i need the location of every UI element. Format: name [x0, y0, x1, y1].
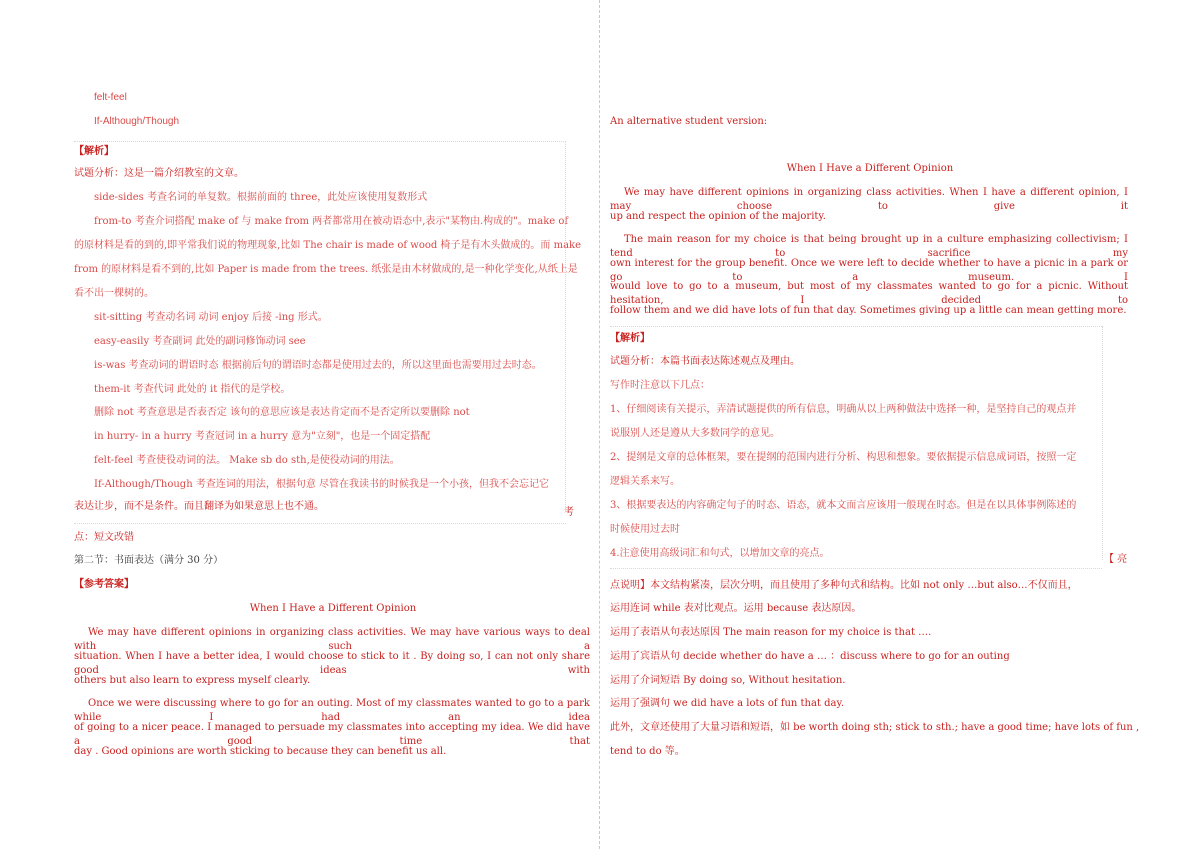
analysis-header: 【解析】 [610, 333, 650, 344]
dotted-border [565, 141, 566, 511]
highlight-line: tend to do 等。 [610, 746, 685, 757]
analysis-line: easy-easily 考查副词 此处的副词修饰动词 see [94, 336, 306, 347]
analysis-line: is-was 考查动词的谓语时态 根据前后句的谓语时态都是使用过去的，所以这里面也需要用过去时态。 [94, 360, 542, 371]
analysis-line: 4.注意使用高级词汇和句式，以增加文章的亮点。 [610, 548, 830, 559]
dotted-separator [74, 523, 566, 524]
highlight-line: 点说明】本文结构紧凑，层次分明，而且使用了多种句式和结构。比如 not only …but also…不仅而且， [610, 580, 1078, 591]
correction-item: felt-feel [94, 92, 127, 103]
highlight-line: 运用连词 while 表对比观点。运用 because 表达原因。 [610, 603, 862, 614]
analysis-line: felt-feel 考查使役动词的法。 Make sb do sth,是使役动词的用法。 [94, 455, 400, 466]
highlight-line: 运用了强调句 we did have a lots of fun that day. [610, 698, 844, 709]
essay-line: Once we were discussing where to go for an outing. Most of my classmates wanted to go to a park while I had an idea [74, 698, 590, 723]
dotted-border [1102, 326, 1103, 560]
analysis-line: sit-sitting 考查动名词 动词 enjoy 后接 -ing 形式。 [94, 312, 328, 323]
analysis-line: side-sides 考查名词的单复数。根据前面的 three，此处应该使用复数形式 [94, 192, 428, 203]
analysis-line: 表达让步，而不是条件。而且翻译为如果意思上也不通。 [74, 501, 324, 512]
analysis-line: 逻辑关系来写。 [610, 476, 680, 487]
analysis-line: 3、根据要表达的内容确定句子的时态、语态，就本文而言应该用一般现在时态。但是在以具体事例陈述的 [610, 500, 1077, 511]
analysis-line: them-it 考查代词 此处的 it 指代的是学校。 [94, 384, 291, 395]
highlight-line: 运用了表语从句表达原因 The main reason for my choice is that …. [610, 627, 932, 638]
analysis-line: 2、提纲是文章的总体框架，要在提纲的范围内进行分析、构思和想象。要依据提示信息成词语，按照一定 [610, 452, 1077, 463]
analysis-line: 看不出一棵树的。 [74, 288, 154, 299]
analysis-line: 1、仔细阅读有关提示，弄清试题提供的所有信息，明确从以上两种做法中选择一种，是坚持自己的观点并 [610, 404, 1077, 415]
essay-line: situation. When I have a better idea, I would choose to stick to it . By doing so, I can not only share good ideas with [74, 651, 590, 676]
analysis-line: 说服别人还是遵从大多数同学的意见。 [610, 428, 780, 439]
point-line: 点：短文改错 [74, 532, 134, 543]
correction-item: If-Although/Though [94, 116, 180, 127]
analysis-line: If-Although/Though 考查连词的用法，根据句意 尽管在我读书的时候我是一个小孩，但我不会忘记它 [94, 479, 549, 490]
alt-essay-line: up and respect the opinion of the majority. [610, 211, 826, 222]
essay-line: day . Good opinions are worth sticking to because they can benefit us all. [74, 746, 447, 757]
analysis-intro: 试题分析：这是一篇介绍教室的文章。 [74, 168, 244, 179]
tag-kao: 考 [564, 507, 574, 518]
reference-header: 【参考答案】 [74, 579, 134, 590]
analysis-intro: 试题分析：本篇书面表达陈述观点及理由。 [610, 356, 800, 367]
essay-line: of going to a nicer peace. I managed to persuade my classmates into accepting my idea. We did have a good time that [74, 722, 590, 747]
essay-line: others but also learn to express myself clearly. [74, 675, 311, 686]
dotted-separator [610, 568, 1102, 569]
alt-essay-line: own interest for the group benefit. Once we were left to decide whether to have a picnic in a park or go to a museum. I [610, 258, 1128, 283]
dotted-separator [74, 141, 566, 142]
dotted-separator [610, 326, 1102, 327]
analysis-line: from-to 考查介词搭配 make of 与 make from 两者都常用在被动语态中,表示"某物由.构成的"。make of [94, 216, 569, 227]
analysis-line: from 的原材料是看不到的,比如 Paper is made from the trees. 纸张是由木材做成的,是一种化学变化,从纸上是 [74, 264, 578, 275]
alt-intro: An alternative student version: [610, 116, 768, 127]
highlight-line: 运用了宾语从句 decide whether do have a … ：discuss where to go for an outing [610, 651, 1010, 662]
section-title: 第二节：书面表达（满分 30 分） [74, 555, 224, 566]
analysis-line: 写作时注意以下几点： [610, 380, 710, 391]
analysis-line: 时候使用过去时 [610, 524, 680, 535]
essay-title: When I Have a Different Opinion [249, 603, 417, 614]
analysis-line: in hurry- in a hurry 考查冠词 in a hurry 意为"立刻"，也是一个固定搭配 [94, 431, 431, 442]
essay-line: We may have different opinions in organizing class activities. We may have various ways to deal with such a [74, 627, 590, 652]
alt-essay-line: follow them and we did have lots of fun that day. Sometimes giving up a little can mean getting more. [610, 305, 1127, 316]
alt-essay-line: We may have different opinions in organizing class activities. When I have a different opinion, I may choose to give it [610, 187, 1128, 212]
column-divider [599, 0, 600, 849]
highlight-line: 此外，文章还使用了大量习语和短语，如 be worth doing sth; stick to sth.; have a good time; have lots of fun , [610, 722, 1140, 733]
highlight-line: 运用了介词短语 By doing so, Without hesitation. [610, 675, 846, 686]
alt-essay-line: would love to go to a museum, but most of my classmates wanted to go for a picnic. Without hesitation, I decided to [610, 281, 1128, 306]
alt-essay-line: The main reason for my choice is that being brought up in a culture emphasizing collectivism; I tend to sacrifice my [610, 234, 1128, 259]
analysis-line: 的原材料是看的到的,即平常我们说的物理现象,比如 The chair is made of wood 椅子是有木头做成的。而 make [74, 240, 582, 251]
analysis-header: 【解析】 [74, 146, 114, 157]
tag-liang: 【 亮 [1104, 554, 1128, 565]
analysis-line: 删除 not 考查意思是否表否定 该句的意思应该是表达肯定而不是否定所以要删除 not [94, 407, 470, 418]
alt-essay-title: When I Have a Different Opinion [786, 163, 954, 174]
